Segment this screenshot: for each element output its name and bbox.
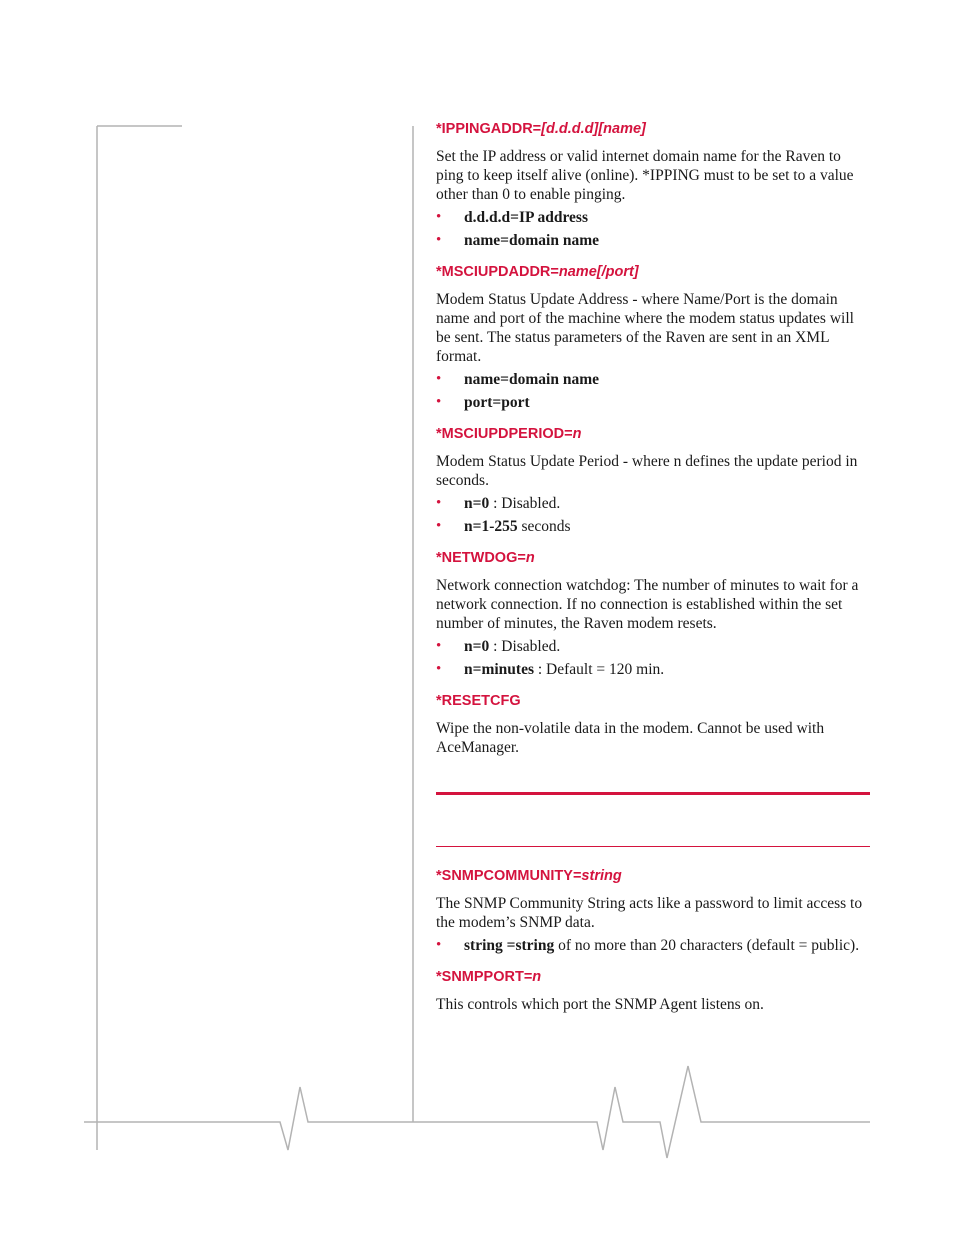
bullet-icon: • — [436, 232, 442, 248]
list-item-term: d.d.d.d=IP address — [464, 209, 588, 226]
command-heading — [436, 549, 870, 567]
command-section — [436, 425, 870, 536]
command-description: Modem Status Update Address - where Name/Port is the domain name and port of the machine where the modem status updates will be sent. The status parameters of the Raven are sent in an XML format. — [436, 291, 854, 365]
command-name: *SNMPPORT= — [436, 969, 533, 985]
list-item — [436, 936, 870, 955]
list-item — [436, 517, 870, 536]
command-section — [436, 263, 870, 412]
command-parameter: [d.d.d.d][name] — [541, 121, 646, 137]
list-item-term: port=port — [464, 394, 530, 411]
command-description: This controls which port the SNMP Agent listens on. — [436, 996, 764, 1013]
bullet-icon: • — [436, 638, 442, 654]
command-parameter: string — [581, 868, 622, 884]
command-name: *IPPINGADDR= — [436, 121, 542, 137]
list-item-term: string =string — [464, 937, 555, 954]
command-heading — [436, 120, 870, 138]
command-heading — [436, 867, 870, 885]
parameter-list — [436, 637, 870, 679]
section-divider-thin — [436, 846, 870, 847]
list-item-detail: : Disabled. — [489, 495, 561, 512]
bullet-icon: • — [436, 209, 442, 225]
list-item-term: name=domain name — [464, 232, 599, 249]
section-divider-thick — [436, 792, 870, 795]
list-item — [436, 660, 870, 679]
command-heading — [436, 425, 870, 443]
list-item-term: n=0 — [464, 638, 490, 655]
bullet-icon: • — [436, 661, 442, 677]
command-description: Set the IP address or valid internet domain name for the Raven to ping to keep itself alive (online). *IPPING must to be set to a value other than 0 to enable pinging. — [436, 148, 854, 203]
list-item-detail: : Disabled. — [489, 638, 561, 655]
command-description: Wipe the non-volatile data in the modem. Cannot be used with AceManager. — [436, 720, 825, 756]
command-description: The SNMP Community String acts like a password to limit access to the modem’s SNMP data. — [436, 895, 863, 931]
main-column — [436, 120, 870, 770]
command-section — [436, 867, 870, 955]
list-item-detail: of no more than 20 characters (default = public). — [554, 937, 860, 954]
command-parameter: name[/port] — [558, 264, 639, 280]
command-heading — [436, 968, 870, 986]
list-item — [436, 208, 870, 227]
command-heading — [436, 692, 870, 710]
list-item-term: name=domain name — [464, 371, 599, 388]
list-item-term: n=1-255 — [464, 518, 518, 535]
command-description: Modem Status Update Period - where n defines the update period in seconds. — [436, 453, 858, 489]
bullet-icon: • — [436, 371, 442, 387]
command-name: *NETWDOG= — [436, 550, 526, 566]
command-description: Network connection watchdog: The number of minutes to wait for a network connection. If no connection is established within the set number of minutes, the Raven modem resets. — [436, 577, 859, 632]
list-item-term: n=0 — [464, 495, 490, 512]
command-section — [436, 968, 870, 1014]
list-item-detail: seconds — [517, 518, 571, 535]
bullet-icon: • — [436, 495, 442, 511]
command-name: *MSCIUPDPERIOD= — [436, 426, 573, 442]
list-item — [436, 494, 870, 513]
list-item-term: n=minutes — [464, 661, 534, 678]
command-name: *SNMPCOMMUNITY= — [436, 868, 582, 884]
parameter-list — [436, 936, 870, 955]
snmp-column — [436, 867, 870, 1027]
parameter-list — [436, 208, 870, 250]
parameter-list — [436, 494, 870, 536]
command-parameter: n — [532, 969, 542, 985]
list-item — [436, 393, 870, 412]
bullet-icon: • — [436, 518, 442, 534]
list-item — [436, 370, 870, 389]
command-section — [436, 549, 870, 679]
command-name: *RESETCFG — [436, 693, 521, 709]
bullet-icon: • — [436, 937, 442, 953]
command-heading — [436, 263, 870, 281]
command-name: *MSCIUPDADDR= — [436, 264, 559, 280]
command-parameter: n — [572, 426, 582, 442]
command-section — [436, 120, 870, 250]
list-item — [436, 637, 870, 656]
parameter-list — [436, 370, 870, 412]
command-section — [436, 692, 870, 757]
bottom-waveform-line — [84, 1066, 870, 1158]
command-parameter: n — [525, 550, 535, 566]
list-item — [436, 231, 870, 250]
list-item-detail: : Default = 120 min. — [534, 661, 665, 678]
bullet-icon: • — [436, 394, 442, 410]
